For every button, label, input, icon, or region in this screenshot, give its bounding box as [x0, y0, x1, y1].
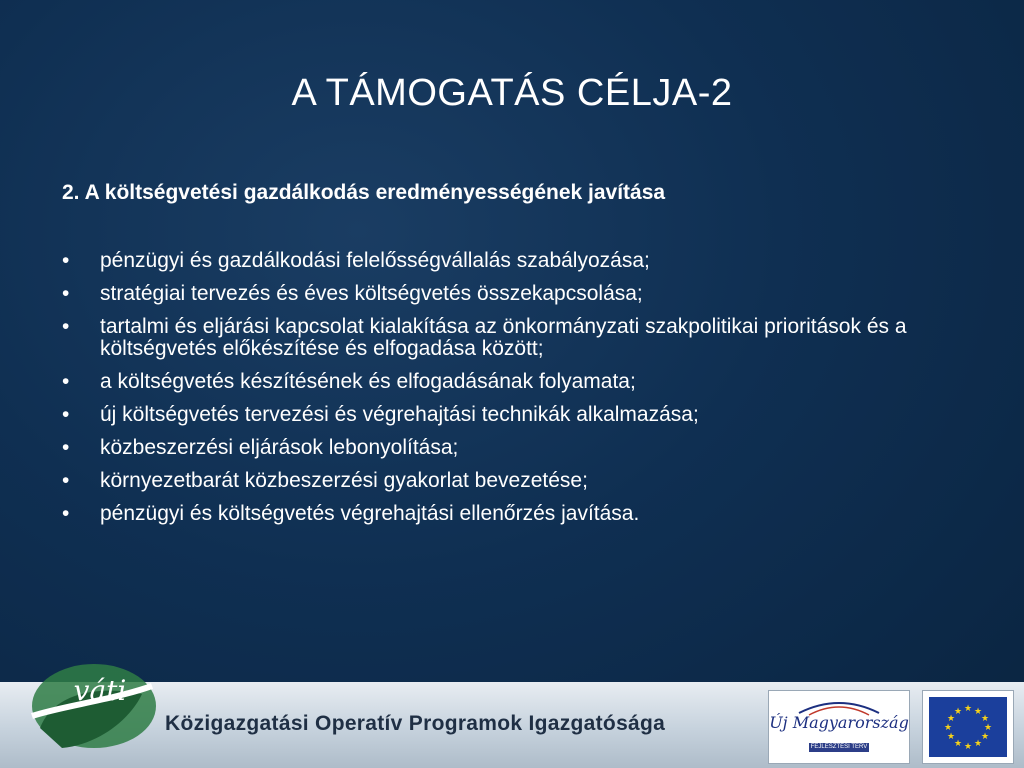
- bullet-text: közbeszerzési eljárások lebonyolítása;: [100, 436, 459, 459]
- svg-text:★: ★: [980, 732, 990, 742]
- bullet-item: [62, 503, 962, 525]
- svg-text:★: ★: [946, 732, 956, 742]
- bullet-item: [62, 404, 962, 426]
- vati-logo-text: váti: [73, 674, 127, 707]
- bullet-item: [62, 470, 962, 492]
- bullet-dot: •: [62, 436, 70, 459]
- svg-text:★: ★: [953, 707, 963, 717]
- eu-flag-icon: [923, 691, 1013, 763]
- bullet-dot: •: [62, 469, 70, 492]
- svg-text:★: ★: [963, 704, 973, 714]
- svg-text:★: ★: [946, 714, 956, 724]
- svg-text:★: ★: [973, 739, 983, 749]
- bullet-dot: •: [62, 282, 70, 305]
- slide-title: A TÁMOGATÁS CÉLJA-2: [291, 72, 733, 114]
- bullet-item: [62, 250, 962, 272]
- bullet-dot: •: [62, 370, 70, 393]
- svg-text:★: ★: [973, 707, 983, 717]
- bullet-text: környezetbarát közbeszerzési gyakorlat bevezetése;: [100, 469, 588, 492]
- bullet-text: tartalmi és eljárási kapcsolat kialakítása az önkormányzati szakpolitikai prioritások és a költségvetés előkészítése és elfogadása között;: [100, 315, 907, 360]
- bullet-dot: •: [62, 502, 70, 525]
- svg-text:★: ★: [983, 723, 993, 733]
- uj-magyarorszag-subtext: FEJLESZTÉSI TERV: [810, 744, 868, 750]
- svg-text:★: ★: [963, 742, 973, 752]
- bullet-dot: •: [62, 315, 70, 338]
- bullet-dot: •: [62, 403, 70, 426]
- bullet-item: [62, 316, 962, 360]
- svg-text:★: ★: [943, 723, 953, 733]
- uj-magyarorszag-text: Új Magyarország: [769, 713, 909, 732]
- bullet-list: [62, 250, 962, 536]
- slide-subtitle: 2. A költségvetési gazdálkodás eredményességének javítása: [62, 181, 666, 204]
- bullet-text: új költségvetés tervezési és végrehajtási technikák alkalmazása;: [100, 403, 699, 426]
- bullet-text: a költségvetés készítésének és elfogadásának folyamata;: [100, 370, 636, 393]
- vati-logo: [22, 656, 162, 766]
- bullet-item: [62, 437, 962, 459]
- bullet-text: stratégiai tervezés és éves költségvetés összekapcsolása;: [100, 282, 643, 305]
- svg-text:★: ★: [980, 714, 990, 724]
- uj-magyarorszag-logo: [768, 690, 910, 764]
- organization-name: Közigazgatási Operatív Programok Igazgatósága: [165, 712, 666, 735]
- bullet-item: [62, 371, 962, 393]
- bullet-text: pénzügyi és költségvetés végrehajtási ellenőrzés javítása.: [100, 502, 640, 525]
- bullet-item: [62, 283, 962, 305]
- eu-flag-logo: [922, 690, 1014, 764]
- svg-text:★: ★: [953, 739, 963, 749]
- bullet-dot: •: [62, 249, 70, 272]
- bullet-text: pénzügyi és gazdálkodási felelősségvállalás szabályozása;: [100, 249, 650, 272]
